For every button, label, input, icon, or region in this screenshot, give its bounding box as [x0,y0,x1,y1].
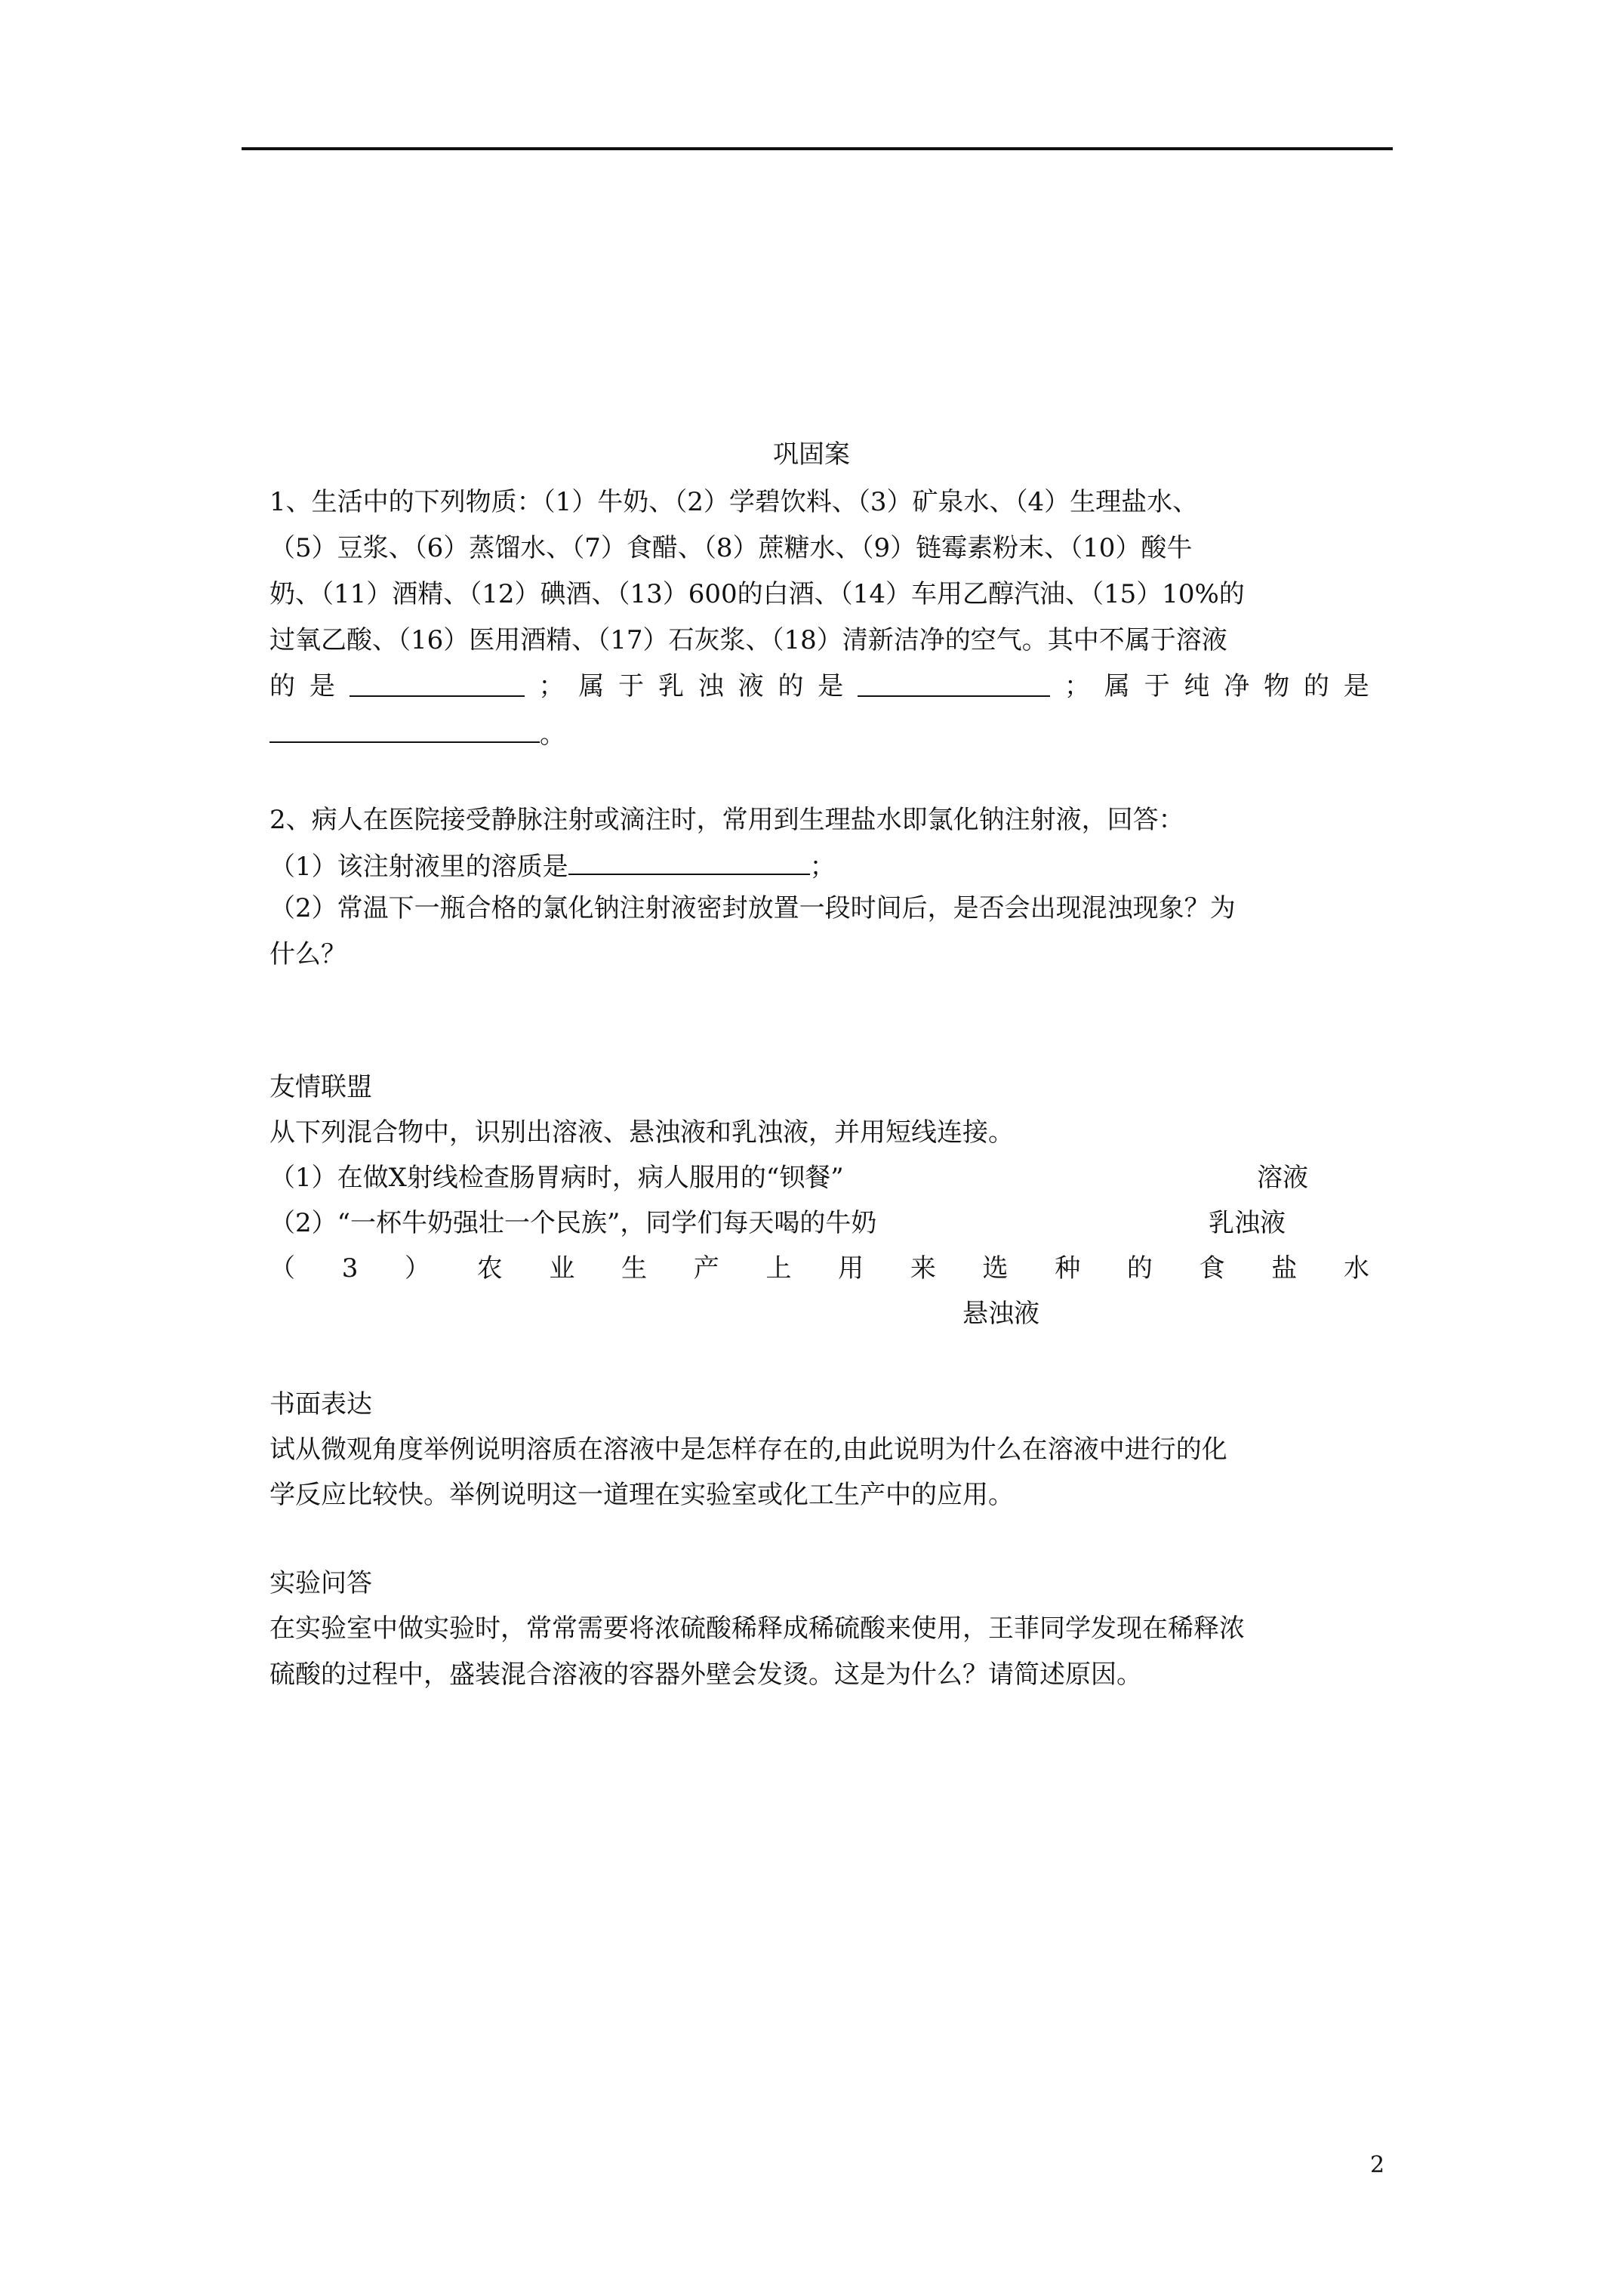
q1-line-5 [269,671,1369,701]
q1-word: 属 [1104,671,1130,701]
q1-word: ； [1064,671,1090,701]
q1-word: 浊 [698,671,724,701]
q1-line-3: 奶、（11）酒精、（12）碘酒、（13）600的白酒、（14）车用乙醇汽油、（15）10%的 [269,579,1245,609]
q1-line-1: 1、生活中的下列物质：（1）牛奶、（2）学碧饮料、（3）矿泉水、（4）生理盐水、 [269,487,1199,517]
q2-part-1 [269,849,836,882]
q2-intro: 2、病人在医院接受静脉注射或滴注时，常用到生理盐水即氯化钠注射液，回答： [269,805,1184,835]
friend-item-1: （1）在做X射线检查肠胃病时，病人服用的“钡餐” [269,1163,844,1193]
page-title: 巩固案 [773,439,850,470]
q2-part-2-line-1: （2）常温下一瓶合格的氯化钠注射液密封放置一段时间后，是否会出现混浊现象？为 [269,893,1236,923]
q1-word: ； [538,671,565,701]
friend-item-3-word: 生 [621,1253,648,1284]
friend-item-3-word: 来 [910,1253,936,1284]
page-number: 2 [1370,2152,1385,2178]
section-heading-experiment: 实验问答 [269,1568,372,1598]
friend-item-3-word: 种 [1055,1253,1081,1284]
friend-item-3 [269,1253,1369,1284]
q1-word: 的 [778,671,804,701]
friend-instruction: 从下列混合物中，识别出溶液、悬浊液和乳浊液，并用短线连接。 [269,1117,1014,1148]
q1-word: 乳 [658,671,684,701]
option-solution[interactable]: 溶液 [1257,1163,1308,1193]
section-heading-written: 书面表达 [269,1389,372,1419]
friend-item-3-word: ） [405,1253,431,1284]
friend-item-3-word: 农 [476,1253,503,1284]
friend-item-3-word: 的 [1126,1253,1153,1284]
friend-item-3-word: 食 [1199,1253,1225,1284]
section-heading-friend: 友情联盟 [269,1072,372,1102]
q1-word: 液 [738,671,764,701]
friend-item-3-word: （ [269,1253,295,1284]
q2-part-1-end: ； [809,852,836,882]
experiment-line-2: 硫酸的过程中，盛装混合溶液的容器外壁会发烫。这是为什么？请简述原因。 [269,1660,1142,1690]
friend-item-3-word: 上 [765,1253,792,1284]
q1-word: 的 [269,671,295,701]
friend-item-3-word: 选 [982,1253,1009,1284]
q2-part-2-line-2: 什么？ [269,939,346,969]
friend-item-3-word: 3 [341,1253,359,1284]
header-rule [242,147,1393,150]
q1-line-4: 过氧乙酸、（16）医用酒精、（17）石灰浆、（18）清新洁净的空气。其中不属于溶液 [269,625,1227,655]
answer-blank-non-solution[interactable] [350,671,525,697]
answer-blank-emulsion[interactable] [858,671,1050,697]
q1-word: 纯 [1184,671,1210,701]
written-line-1: 试从微观角度举例说明溶质在溶液中是怎样存在的,由此说明为什么在溶液中进行的化 [269,1435,1227,1465]
experiment-line-1: 在实验室中做实验时，常常需要将浓硫酸稀释成稀硫酸来使用，王菲同学发现在稀释浓 [269,1613,1245,1644]
q1-line-6 [269,717,565,750]
answer-blank-solute[interactable] [568,849,810,875]
q1-word: 是 [818,671,844,701]
friend-item-3-word: 盐 [1271,1253,1298,1284]
friend-item-2: （2）“一杯牛奶强壮一个民族”，同学们每天喝的牛奶 [269,1208,877,1238]
friend-item-3-word: 水 [1343,1253,1369,1284]
q1-word: 于 [1144,671,1170,701]
friend-item-3-word: 业 [549,1253,575,1284]
friend-item-3-word: 用 [838,1253,864,1284]
q1-word: 于 [618,671,645,701]
option-emulsion[interactable]: 乳浊液 [1209,1208,1286,1238]
friend-item-3-word: 产 [693,1253,719,1284]
q1-word: 是 [1343,671,1369,701]
option-suspension[interactable]: 悬浊液 [962,1299,1039,1329]
q1-line-2: （5）豆浆、（6）蒸馏水、（7）食醋、（8）蔗糖水、（9）链霉素粉末、（10）酸牛 [269,533,1193,563]
written-line-2: 学反应比较快。举例说明这一道理在实验室或化工生产中的应用。 [269,1480,1014,1510]
answer-blank-pure-substance[interactable] [269,717,540,743]
q1-word: 的 [1303,671,1329,701]
q1-word: 是 [309,671,335,701]
q1-word: 物 [1264,671,1290,701]
q1-end-mark: 。 [540,720,565,750]
q1-word: 属 [578,671,605,701]
q1-word: 净 [1224,671,1250,701]
q2-part-1-text: （1）该注射液里的溶质是 [269,852,568,882]
